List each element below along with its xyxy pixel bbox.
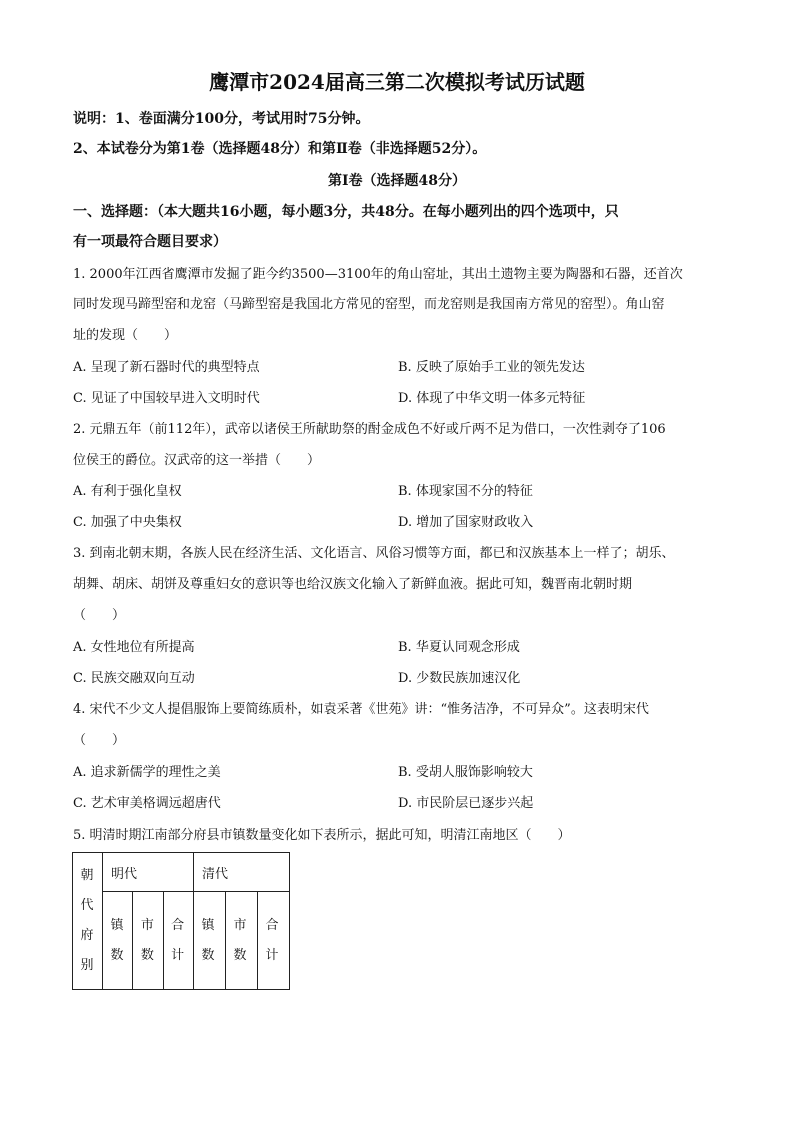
table-row-header-cell	[73, 853, 103, 990]
sub-header-char: 数	[110, 947, 124, 963]
sub-header-cell	[133, 892, 163, 990]
question-4-option-a: A. 追求新儒学的理性之美	[73, 765, 221, 780]
sub-header-char: 数	[140, 947, 154, 963]
question-2-option-d: D. 增加了国家财政收入	[398, 515, 534, 530]
question-2-line-2: 位侯王的爵位。汉武帝的这一举措（ ）	[73, 453, 321, 468]
row-header-char: 代	[80, 898, 94, 913]
question-1-line-1: 1. 2000年江西省鹰潭市发掘了距今约3500—3100年的角山窑址，其出土遗物主要为陶器和石器，还首次	[73, 267, 683, 282]
row-header-char: 府	[80, 928, 94, 943]
sub-header-cell	[194, 892, 226, 990]
question-1-line-3: 址的发现（ ）	[73, 328, 178, 343]
instructions-line-1: 一、选择题：（本大题共16小题，每小题3分，共48分。在每小题列出的四个选项中，只	[73, 204, 619, 220]
question-4-option-d: D. 市民阶层已逐步兴起	[398, 796, 534, 811]
sub-header-char: 镇	[201, 917, 215, 933]
sub-header-char: 计	[265, 947, 279, 963]
note-line-1: 说明：1、卷面满分100分，考试用时75分钟。	[73, 111, 370, 127]
sub-header-cell	[103, 892, 133, 990]
question-4-line-1: 4. 宋代不少文人提倡服饰上要简练质朴，如袁采著《世苑》讲：“惟务洁净，不可异众”。这表明宋代	[73, 702, 649, 717]
row-header-char: 朝	[80, 868, 94, 883]
group-header-ming: 明代	[103, 853, 194, 892]
question-3-option-a: A. 女性地位有所提高	[73, 640, 195, 655]
question-1-option-a: A. 呈现了新石器时代的典型特点	[73, 360, 260, 375]
town-count-table	[72, 852, 290, 990]
question-1-option-b: B. 反映了原始手工业的领先发达	[398, 360, 585, 375]
sub-header-char: 数	[201, 947, 215, 963]
group-header-qing: 清代	[194, 853, 290, 892]
sub-header-char: 市	[140, 917, 154, 933]
question-3-option-d: D. 少数民族加速汉化	[398, 671, 521, 686]
sub-header-cell	[258, 892, 290, 990]
sub-header-char: 镇	[110, 917, 124, 933]
question-2-line-1: 2. 元鼎五年（前112年），武帝以诸侯王所献助祭的酎金成色不好或斤两不足为借口，一次性剥夺了106	[73, 422, 666, 437]
page-title: 鹰潭市2024届高三第二次模拟考试历试题	[209, 70, 585, 94]
question-1-option-c: C. 见证了中国较早进入文明时代	[73, 391, 260, 406]
sub-header-cell	[163, 892, 193, 990]
sub-header-char: 合	[265, 917, 279, 933]
sub-header-char: 合	[171, 917, 185, 933]
question-3-line-3: （ ）	[73, 608, 126, 623]
question-4-line-2: （ ）	[73, 733, 126, 748]
instructions-line-2: 有一项最符合题目要求）	[73, 234, 227, 250]
section-title: 第Ⅰ卷（选择题48分）	[327, 173, 467, 189]
question-1-option-d: D. 体现了中华文明一体多元特征	[398, 391, 586, 406]
question-2-option-a: A. 有利于强化皇权	[73, 484, 182, 499]
question-3-option-c: C. 民族交融双向互动	[73, 671, 195, 686]
question-5-line-1: 5. 明清时期江南部分府县市镇数量变化如下表所示，据此可知，明清江南地区（ ）	[73, 828, 571, 843]
question-2-option-b: B. 体现家国不分的特征	[398, 484, 533, 499]
sub-header-char: 计	[171, 947, 185, 963]
question-1-line-2: 同时发现马蹄型窑和龙窑（马蹄型窑是我国北方常见的窑型，而龙窑则是我国南方常见的窑型）。角山窑	[73, 297, 665, 312]
row-header-char: 别	[80, 958, 94, 973]
question-4-option-b: B. 受胡人服饰影响较大	[398, 765, 533, 780]
question-4-option-c: C. 艺术审美格调远超唐代	[73, 796, 221, 811]
question-3-option-b: B. 华夏认同观念形成	[398, 640, 520, 655]
question-2-option-c: C. 加强了中央集权	[73, 515, 182, 530]
sub-header-cell	[226, 892, 258, 990]
sub-header-char: 市	[233, 917, 247, 933]
sub-header-char: 数	[233, 947, 247, 963]
question-3-line-1: 3. 到南北朝末期，各族人民在经济生活、文化语言、风俗习惯等方面，都已和汉族基本上一样了；胡乐、	[73, 546, 675, 561]
question-3-line-2: 胡舞、胡床、胡饼及尊重妇女的意识等也给汉族文化输入了新鲜血液。据此可知，魏晋南北朝时期	[73, 577, 633, 592]
note-line-2: 2、本试卷分为第1卷（选择题48分）和第Ⅱ卷（非选择题52分）。	[73, 141, 487, 157]
